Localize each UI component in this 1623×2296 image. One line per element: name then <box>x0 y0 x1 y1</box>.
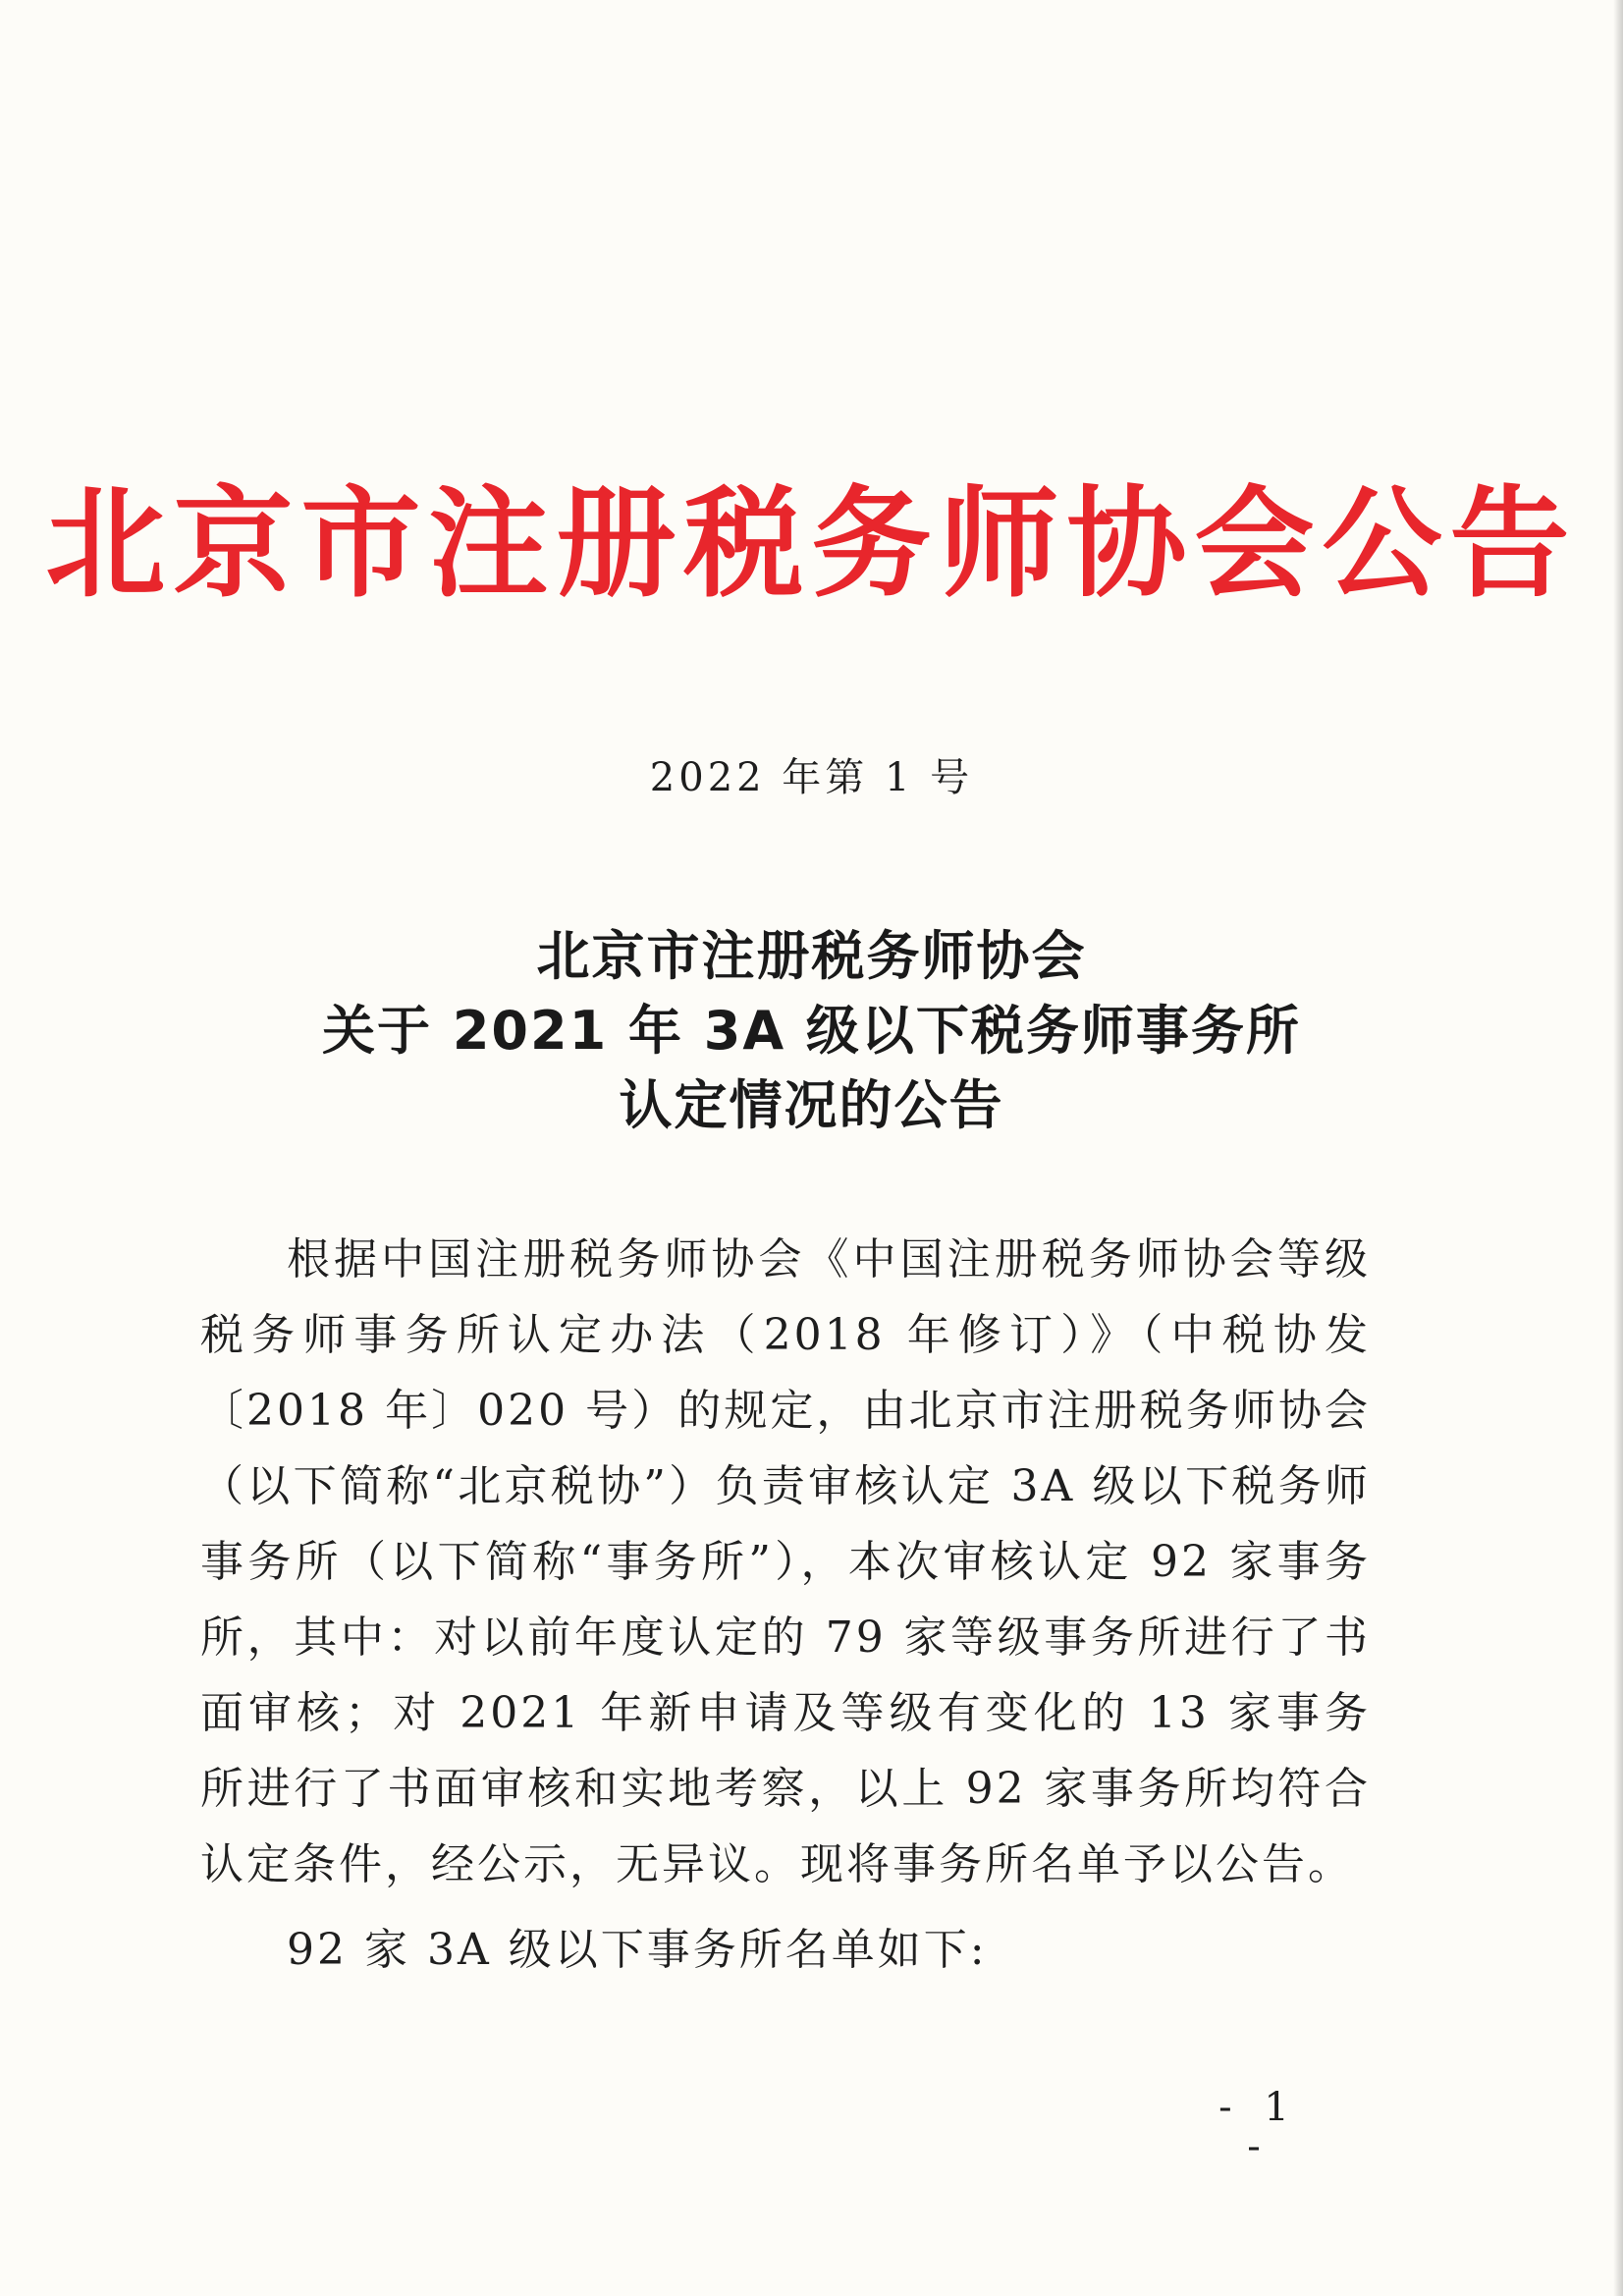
document-number: 2022 年第 1 号 <box>649 755 974 800</box>
title-line-3: 认定情况的公告 <box>619 1074 1004 1136</box>
scan-edge-shadow <box>1613 0 1623 2296</box>
body-paragraph-1: 根据中国注册税务师协会《中国注册税务师协会等级税务师事务所认定办法（2018 年修订）》（中税协发〔2018 年〕020 号）的规定，由北京市注册税务师协会（以下简称“北京税协”）负责审核认定 3A 级以下税务师事务所（以下简称“事务所”），本次审核认定 92 家事务所，其中：对以前年度认定的 79 家等级事务所进行了书面审核；对 2021 年新申请及等级有变化的 13 家事务所进行了书面审核和实地考察，以上 92 家事务所均符合认定条件，经公示，无异议。现将事务所名单予以公告。 <box>200 1234 1371 1889</box>
masthead-title: 北京市注册税务师协会公告 <box>45 472 1578 614</box>
title-line-1: 北京市注册税务师协会 <box>536 925 1087 987</box>
announcement-title <box>0 919 1623 1143</box>
page-number: - 1 - <box>1218 2085 1299 2169</box>
announcement-body <box>200 1222 1371 1988</box>
title-line-2: 关于 2021 年 3A 级以下税务师事务所 <box>322 1000 1301 1062</box>
body-paragraph-2: 92 家 3A 级以下事务所名单如下: <box>287 1925 988 1975</box>
